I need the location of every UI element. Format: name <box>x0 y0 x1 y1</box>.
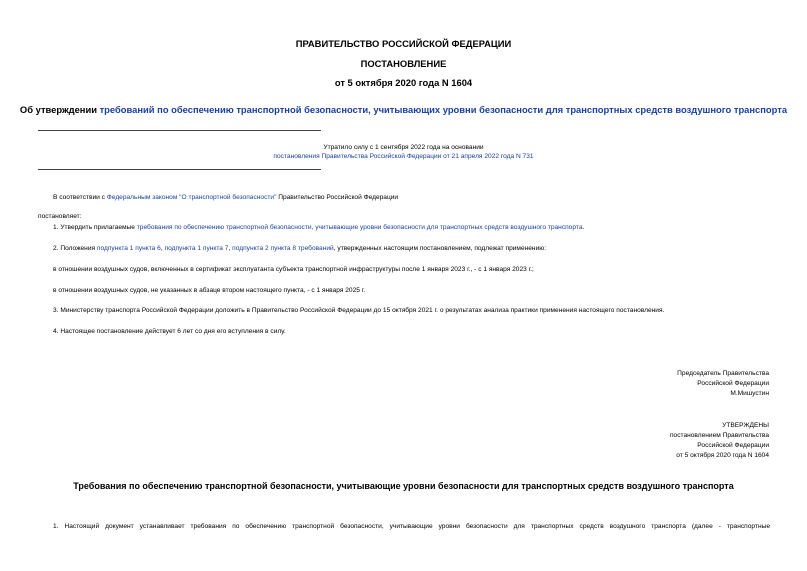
item-4: 4. Настоящее постановление действует 6 лет со дня его вступления в силу. <box>53 328 286 335</box>
title-prefix: Об утверждении <box>19 104 100 115</box>
item-2-sep-1: , <box>160 245 165 252</box>
item-1-suffix: . <box>582 224 585 231</box>
preamble-suffix: Правительство Российской Федерации <box>276 194 399 201</box>
item-2-link-3[interactable]: подпункта 2 пункта 8 требований <box>232 245 334 252</box>
item-2-suffix: , утвержденных настоящим постановлением, подлежат применению: <box>333 245 547 252</box>
decides-text: постановляет: <box>38 213 82 220</box>
item-2 <box>53 244 783 253</box>
document-title <box>0 104 807 115</box>
repeal-note-line1: Утратило силу с 1 сентября 2022 года на основании <box>323 144 484 151</box>
item-1 <box>53 223 783 232</box>
requirements-paragraph-1: 1. Настоящий документ устанавливает требования по обеспечению транспортной безопасности, учитывающие уровни безопасности для транспортных средств воздушного транспорта (далее - транспортные <box>53 523 770 530</box>
repeal-decree-link[interactable]: постановления Правительства Российской Федерации от 21 апреля 2022 года N 731 <box>273 153 534 160</box>
signature-line-1: Председатель Правительства <box>677 370 769 377</box>
item-2-link-1[interactable]: подпункта 1 пункта 6 <box>96 245 161 252</box>
approved-line-4: от 5 октября 2020 года N 1604 <box>676 452 769 459</box>
item-2-prefix: 2. Положения <box>53 245 97 252</box>
item-2-link-2[interactable]: подпункта 1 пункта 7 <box>164 245 229 252</box>
approved-line-2: постановлением Правительства <box>669 432 769 439</box>
signature-name: М.Мишустин <box>730 390 769 397</box>
item-2-paragraph-b: в отношении воздушных судов, не указанных в абзаце втором настоящего пункта, - с 1 января 2025 г. <box>53 287 366 294</box>
doc-type-heading: ПОСТАНОВЛЕНИЕ <box>360 58 447 69</box>
requirements-title: Требования по обеспечению транспортной безопасности, учитывающие уровни безопасности для транспортных средств воздушного транспорта <box>73 481 734 491</box>
signature-line-2: Российской Федерации <box>697 380 769 387</box>
date-number: от 5 октября 2020 года N 1604 <box>334 77 473 88</box>
title-requirements-link[interactable]: требований по обеспечению транспортной безопасности, учитывающих уровни безопасности для транспортных средств воздушного транспорта <box>99 104 788 115</box>
federal-law-link[interactable]: Федеральным законом "О транспортной безопасности" <box>106 194 277 201</box>
government-heading: ПРАВИТЕЛЬСТВО РОССИЙСКОЙ ФЕДЕРАЦИИ <box>295 38 512 49</box>
item-2-paragraph-a: в отношении воздушных судов, включенных в сертификат эксплуатанта субъекта транспортной инфраструктуры после 1 января 2023 г., - с 1 января 2023 г.; <box>53 266 534 273</box>
item-2-sep-2: , <box>228 245 233 252</box>
item-1-requirements-link[interactable]: требования по обеспечению транспортной безопасности, учитывающие уровни безопасности для транспортных средств воздушного транспорта <box>136 224 583 231</box>
repeal-note-link-wrap <box>0 153 807 160</box>
approved-line-1: УТВЕРЖДЕНЫ <box>722 422 769 429</box>
preamble <box>53 193 773 202</box>
divider-bottom <box>38 169 321 170</box>
item-3: 3. Министерству транспорта Российской Федерации доложить в Правительство Российской Федерации до 15 октября 2021 г. о результатах анализа практики применения настоящего постановления. <box>53 307 665 314</box>
divider-top <box>38 130 321 131</box>
approved-line-3: Российской Федерации <box>697 442 769 449</box>
item-1-prefix: 1. Утвердить прилагаемые <box>53 224 137 231</box>
preamble-prefix: В соответствии с <box>53 194 107 201</box>
